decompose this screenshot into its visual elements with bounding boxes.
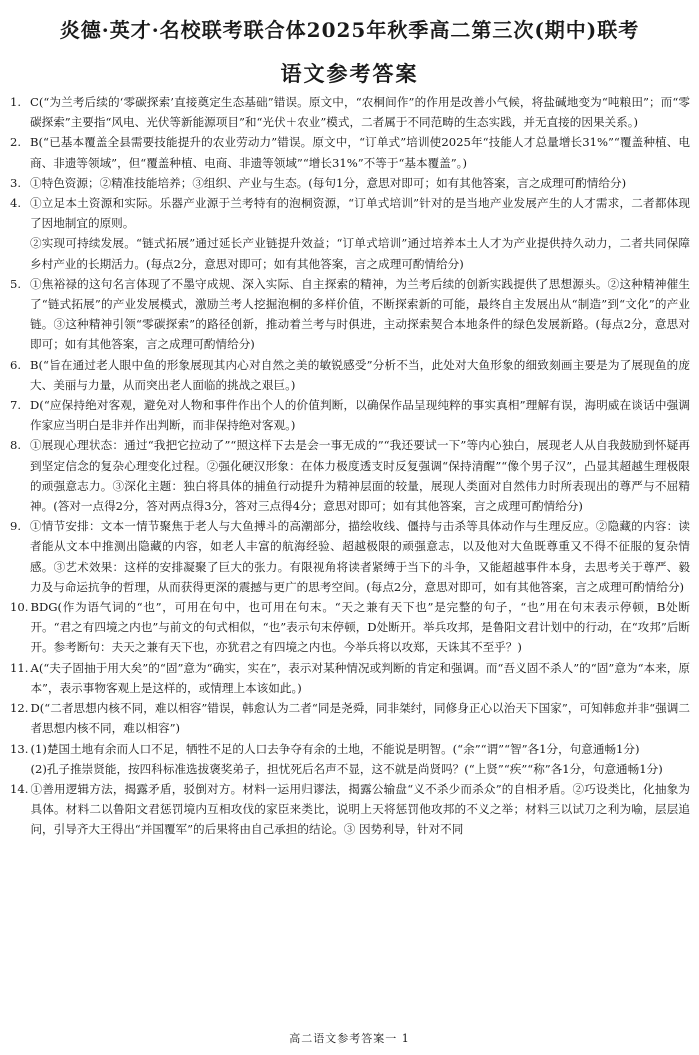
answer-paragraph: ①特色资源；②精准技能培养；③组织、产业与生态。(每句1分，意思对即可；如有其他答案，言之成理可酌情给分) [30, 175, 627, 190]
question-number: 13. [10, 741, 29, 756]
answer-text [30, 698, 690, 738]
answer-list [10, 92, 690, 840]
answer-text [30, 739, 690, 779]
doc-title: 语文参考答案 [280, 61, 419, 86]
answer-text [30, 92, 690, 132]
question-number: 7. [10, 398, 22, 413]
answer-text [30, 779, 690, 840]
answer-paragraph: A(“夫子固抽于用大矣”的“固”意为“确实，实在”，表示对某种情况或判断的肯定和强调。而“吾义固不杀人”的“固”意为“本来，原本”，表示事物客观上是这样的，或情理上本该如此。) [30, 660, 690, 695]
question-number: 2. [10, 135, 22, 150]
question-number: 9. [10, 519, 22, 534]
answer-item [10, 516, 690, 597]
answer-item [10, 779, 690, 840]
answer-paragraph: BDG(作为语气词的“也”，可用在句中，也可用在句末。“天之兼有天下也”是完整的句子，“也”用在句末表示停顿，B处断开。“君之有四境之内也”与前文的句式相似，“也”表示句末停顿，D处断开。举兵攻邦，是鲁阳文君计划中的行动，在“攻邦”后断开。参考断句：夫天之兼有天下也，亦犹君之有四境之内也。今举兵将以攻郑，天诛其不至乎？) [30, 600, 690, 655]
answer-text [30, 395, 690, 435]
question-number: 11. [10, 660, 29, 675]
answer-paragraph: ①展现心理状态：通过“我把它拉动了”“照这样下去是会一事无成的”“我还要试一下”等内心独白，展现老人从自我鼓励到怀疑再到坚定信念的复杂心理变化过程。②强化硬汉形象：在体力极度透支时反复强调“保持清醒”“像个男子汉”，凸显其超越生理极限的顽强意志力。③深化主题：独白将具体的捕鱼行动提升为精神层面的较量，展现人类面对自然伟力时所表现出的尊严与不屈精神。(答对一点得2分，答对两点得3分，答对三点得4分；意思对即可；如有其他答案，言之成理可酌情给分) [30, 438, 690, 514]
answer-text [30, 173, 690, 193]
question-number: 3. [10, 175, 22, 190]
answer-item [10, 92, 690, 132]
question-number: 6. [10, 357, 22, 372]
answer-paragraph: B(“已基本覆盖全县需要技能提升的农业劳动力”错误。原文中，“订单式”培训使2025年“技能人才总量增长31%”“覆盖种植、电商、非遗等领域”，但“覆盖种植、电商、非遗等领域”“增长31%”不等于“基本覆盖”。) [30, 135, 690, 170]
question-number: 1. [10, 95, 22, 109]
exam-title: 炎德·英才·名校联考联合体2025年秋季高二第三次(期中)联考 [59, 18, 640, 42]
question-number: 5. [10, 276, 22, 291]
page-footer: 高二语文参考答案一 1 [289, 1032, 410, 1045]
answer-paragraph: ①善用逻辑方法，揭露矛盾，驳倒对方。材料一运用归谬法，揭露公输盘“义不杀少而杀众”的自相矛盾。②巧设类比，化抽象为具体。材料二以鲁阳文君惩罚境内互相攻伐的家臣来类比，说明上天将惩罚他攻邦的不义之举；材料三以试刀之利为喻，层层追问，引导齐大王得出“并国覆军”的后果将由自己承担的结论。③ 因势利导，针对不同 [30, 781, 690, 837]
answer-item [10, 132, 690, 172]
answer-text [30, 597, 690, 658]
answer-item [10, 395, 690, 435]
answer-paragraph: ①焦裕禄的这句名言体现了不墨守成规、深入实际、自主探索的精神，为兰考后续的创新实践提供了思想源头。②这种精神催生了“链式拓展”的产业发展模式，激励兰考人挖掘泡桐的多样价值，不断探索新的可能，最终自主发展出从“制造”到“文化”的产业链。③这种精神引领“零碳探索”的路径创新，推动着兰考与时俱进，主动探索契合本地条件的绿色发展新路。(每点2分，意思对即可；如有其他答案，言之成理可酌情给分) [30, 276, 690, 352]
answer-text [30, 516, 690, 597]
answer-item [10, 274, 690, 355]
answer-paragraph: ②实现可持续发展。“链式拓展”通过延长产业链提升效益；“订单式培训”通过培养本土人才为产业提供持久动力，二者共同保障乡村产业的长期活力。(每点2分，意思对即可；如有其他答案，言之成理可酌情给分) [30, 236, 690, 271]
answer-item [10, 739, 690, 779]
question-number: 8. [10, 438, 22, 453]
answer-item [10, 173, 690, 193]
answer-item [10, 355, 690, 395]
answer-text [30, 435, 690, 516]
answer-paragraph: B(“旨在通过老人眼中鱼的形象展现其内心对自然之美的敏锐感受”分析不当，此处对大鱼形象的细致刻画主要是为了展现鱼的庞大、美丽与力量，从而突出老人面临的挑战之艰巨。) [30, 357, 690, 392]
answer-paragraph: (2)孔子推崇贤能，按四科标准选拔褒奖弟子，担忧死后名声不显，这不就是尚贤吗？(“上贤”“疾”“称”各1分，句意通畅1分) [30, 761, 663, 776]
answer-text [30, 193, 690, 274]
question-number: 12. [10, 701, 29, 716]
answer-paragraph: D(“二者思想内核不同，难以相容”错误，韩愈认为二者“同是尧舜，同非桀纣，同修身正心以治天下国家”，可知韩愈并非“强调二者思想内核不同，难以相容”) [30, 701, 690, 736]
answer-paragraph: ①情节安排：文本一情节聚焦于老人与大鱼搏斗的高潮部分，描绘收线、僵持与击杀等具体动作与生理反应。②隐藏的内容：读者能从文本中推测出隐藏的内容，如老人丰富的航海经验、超越极限的顽强意志，以及他对大鱼既尊重又不得不征服的复杂情感。③艺术效果：这样的安排凝聚了巨大的张力。有限视角将读者紧缚于当下的斗争，又能超越事件本身，去思考关于尊严、毅力及与命运抗争的哲理，从而获得更深的震撼与更广的思考空间。(每点2分，意思对即可，如有其他答案，言之成理可酌情给分) [30, 519, 690, 594]
answer-text [30, 132, 690, 172]
answer-item [10, 193, 690, 274]
answer-paragraph: D(“应保持绝对客观，避免对人物和事件作出个人的价值判断，以确保作品呈现纯粹的事实真相”理解有误，海明威在谈话中强调作家应当明白是非并作出判断，而非保持绝对客观。) [30, 398, 690, 433]
answer-text [30, 355, 690, 395]
answer-text [30, 658, 690, 698]
answer-item [10, 658, 690, 698]
question-number: 14. [10, 781, 29, 796]
answer-item [10, 435, 690, 516]
answer-item [10, 698, 690, 738]
answer-text [30, 274, 690, 355]
answer-paragraph: (1)楚国土地有余而人口不足，牺牲不足的人口去争夺有余的土地，不能说是明智。(“余”“谓”“智”各1分，句意通畅1分) [30, 741, 640, 756]
question-number: 10. [10, 600, 29, 615]
answer-item [10, 597, 690, 658]
question-number: 4. [10, 196, 22, 211]
answer-paragraph: C(“为兰考后续的‘零碳探索’直接奠定生态基础”错误。原文中，“农桐间作”的作用是改善小气候，将盐碱地变为“吨粮田”；而“零碳探索”主要指“风电、光伏等新能源项目”和“光伏＋农业”模式，二者属于不同范畴的生态实践，并无直接的因果关系。) [30, 95, 690, 130]
answer-paragraph: ①立足本土资源和实际。乐器产业源于兰考特有的泡桐资源，“订单式培训”针对的是当地产业发展产生的人才需求，二者都体现了因地制宜的原则。 [30, 196, 690, 231]
